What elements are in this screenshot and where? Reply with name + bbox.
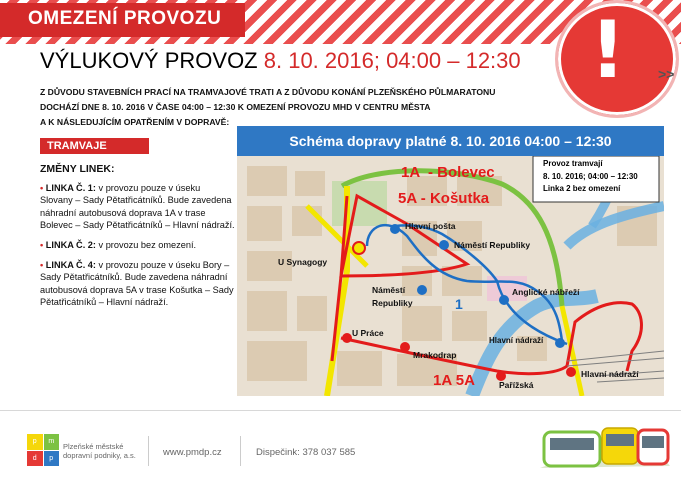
map-route-1a-label: 1A - Bolevec xyxy=(401,164,495,181)
stop-namesti-republiky-2: Republiky xyxy=(372,298,413,308)
footer-separator xyxy=(240,436,241,466)
next-page-arrow-icon[interactable]: >> xyxy=(658,66,675,82)
map-legend-line-1: Provoz tramvají xyxy=(543,159,603,168)
title-date: 8. 10. 2016; 04:00 – 12:30 xyxy=(263,48,521,73)
change-line-2-label: LINKA Č. 2: xyxy=(45,239,96,250)
notice-line-2: DOCHÁZÍ DNE 8. 10. 2016 V ČASE 04:00 – 12:30 K OMEZENÍ PROVOZU MHD V CENTRU MĚSTA xyxy=(40,102,431,112)
stop-hlavni-posta: Hlavní pošta xyxy=(405,221,456,231)
stop-u-prace: U Práce xyxy=(352,328,384,338)
page-banner-title: OMEZENÍ PROVOZU xyxy=(28,8,222,29)
pmdp-logo[interactable]: p m d p xyxy=(27,434,59,466)
changes-heading: ZMĚNY LINEK: xyxy=(40,163,115,175)
map-title: Schéma dopravy platné 8. 10. 2016 04:00 – 12:30 xyxy=(237,126,664,156)
map-route-1a5a-bottom-label: 1A 5A xyxy=(433,372,475,389)
change-line-2: • LINKA Č. 2: v provozu bez omezení. xyxy=(40,239,197,250)
stop-hlavni-nadrazi-blue: Hlavní nádraží xyxy=(489,336,544,345)
stop-namesti-republiky-top: Náměstí Republiky xyxy=(454,240,531,250)
change-line-4-text: v provozu pouze v úseku Bory – Sady Pětatřicátníků. Bude zavedena náhradní autobusová doprava 5A v trase Košutka – Sady Pětatřicátníků – Hlavní nádraží. xyxy=(40,259,234,308)
stop-mrakodrap: Mrakodrap xyxy=(413,350,457,360)
company-name: Plzeňské městské dopravní podniky, a.s. xyxy=(63,442,136,460)
notice-line-3: A K NÁSLEDUJÍCÍM OPATŘENÍM V DOPRAVĚ: xyxy=(40,117,230,127)
footer-separator xyxy=(148,436,149,466)
line-changes xyxy=(40,163,235,316)
section-tag-tram: TRAMVAJE xyxy=(40,138,149,154)
stop-namesti-republiky-1: Náměstí xyxy=(372,285,406,295)
change-line-4-label: LINKA Č. 4: xyxy=(45,259,96,270)
change-line-1: • LINKA Č. 1: v provozu pouze v úseku Slovany – Sady Pětatřicátníků. Bude zavedena náhradní autobusová doprava 1A v trase Bolevec – Sady Pětatřicátníků – Hlavní nádraží. xyxy=(40,182,235,231)
dispatch-phone: Dispečink: 378 037 585 xyxy=(256,447,356,458)
notice-text xyxy=(40,85,540,130)
map-tram-line-number: 1 xyxy=(455,296,463,312)
notice-line-1: Z DŮVODU STAVEBNÍCH PRACÍ NA TRAMVAJOVÉ TRATI A Z DŮVODU KONÁNÍ PLZEŇSKÉHO PŮLMARATONU xyxy=(40,87,496,97)
change-line-2-text: v provozu bez omezení. xyxy=(98,239,197,250)
change-line-1-label: LINKA Č. 1: xyxy=(45,182,96,193)
stop-anglicke-nabrezi: Anglické nábřeží xyxy=(512,287,580,297)
map-route-5a-label: 5A - Košutka xyxy=(398,190,490,207)
trams-illustration-icon xyxy=(536,410,672,476)
change-line-1-text: v provozu pouze v úseku Slovany – Sady Pětatřicátníků. Bude zavedena náhradní autobusová doprava 1A v trase Bolevec – Sady Pětatřicátníků – Hlavní nádraží. xyxy=(40,182,235,231)
website-link[interactable]: www.pmdp.cz xyxy=(163,447,222,458)
exclamation-icon: ! xyxy=(590,6,626,96)
change-line-4: • LINKA Č. 4: v provozu pouze v úseku Bory – Sady Pětatřicátníků. Bude zavedena náhradní autobusová doprava 5A v trase Košutka – Sady Pětatřicátníků – Hlavní nádraží. xyxy=(40,259,234,308)
traffic-map[interactable] xyxy=(237,126,664,396)
stop-hlavni-nadrazi-red: Hlavní nádraží xyxy=(581,369,639,379)
map-legend-line-3: Linka 2 bez omezení xyxy=(543,184,621,193)
stop-u-synagogy: U Synagogy xyxy=(278,257,328,267)
page-title xyxy=(40,48,521,74)
map-legend-line-2: 8. 10. 2016; 04:00 – 12:30 xyxy=(543,172,638,181)
stop-parizska: Pařížská xyxy=(499,380,534,390)
title-prefix: VÝLUKOVÝ PROVOZ xyxy=(40,48,258,73)
